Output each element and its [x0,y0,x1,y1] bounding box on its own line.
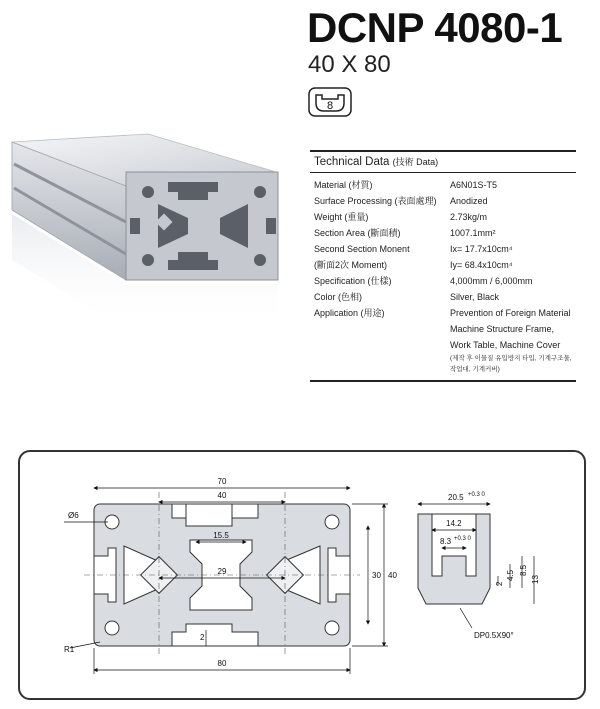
row-key: Specification (仕樣) [314,276,392,286]
technical-data-heading [310,150,576,173]
row-key: Surface Processing (表面處理) [314,196,437,206]
row-value: Work Table, Machine Cover [450,340,561,350]
slot-height-13: 13 [531,575,540,584]
slot-width-20-5-tol: +0.3 0 [468,492,485,498]
product-size: 40 X 80 [308,51,391,78]
row-key [310,337,450,353]
row-value: A6N01S-T5 [450,180,498,190]
dim-80: 80 [217,659,227,668]
technical-data-rows [310,173,576,378]
row-value: 1007.1mm² [450,228,496,238]
table-bottom-rule [310,380,576,382]
cross-section-drawing [20,452,588,702]
dim-70: 70 [217,477,227,486]
table-row [310,177,576,193]
row-key: Application (用途) [314,308,385,318]
dim-40-vertical: 40 [388,571,397,580]
technical-data-title-sub: (技術 Data) [392,157,439,167]
table-row [310,241,576,257]
slot-width-8-3-tol: +0.3 0 [454,536,471,542]
row-value: Anodized [450,196,488,206]
dim-radius: R1 [64,645,75,654]
slot-height-2: 2 [495,581,504,586]
row-key: Weight (重量) [314,212,369,222]
row-value: Silver, Black [450,292,500,302]
table-row [310,337,576,353]
drawing-frame [18,450,586,700]
row-key: Material (材質) [314,180,373,190]
dim-30: 30 [372,571,381,580]
dim-29: 29 [217,567,227,576]
table-row [310,321,576,337]
dim-15-5: 15.5 [213,531,229,540]
row-value: 4,000mm / 6,000mm [450,276,533,286]
row-key: (斷面2次 Moment) [314,260,388,270]
technical-data-title: Technical Data [314,156,390,168]
table-row [310,257,576,273]
table-row [310,209,576,225]
dim-40: 40 [217,491,227,500]
row-key: Section Area (斷面積) [314,228,401,238]
row-key: Color (色相) [314,292,363,302]
dim-2: 2 [200,633,205,642]
slot-width-8-3: 8.3 [440,537,452,546]
row-value: Prevention of Foreign Material [450,308,571,318]
table-row [310,273,576,289]
row-value: Ix= 17.7x10cm⁴ [450,244,513,254]
slot-size-badge [308,87,352,117]
product-title: DCNP 4080-1 [307,4,563,51]
table-row [310,289,576,305]
note-line: 작업대, 기계커버) [450,366,500,373]
slot-size-label: 8 [326,100,334,112]
note-line: (제작 후 이물질 유입방지 타입, 기계구조물, [450,355,572,362]
profile-3d-render [8,130,290,362]
table-row [310,225,576,241]
row-value: Machine Structure Frame, [450,324,555,334]
row-key: Second Section Monent [314,244,410,254]
row-value: 2.73kg/m [450,212,488,222]
technical-data-table [310,150,576,382]
row-value: Iy= 68.4x10cm⁴ [450,260,513,270]
slot-chamfer-note: DP0.5X90° [474,631,514,640]
table-row [310,305,576,321]
slot-width-14-2: 14.2 [446,519,462,528]
slot-width-20-5: 20.5 [448,493,464,502]
row-key [310,321,450,337]
table-row [310,193,576,209]
dim-hole-diameter: Ø6 [68,511,79,520]
slot-height-8-5: 8.5 [519,564,528,576]
application-notes [450,353,576,378]
slot-height-4-5: 4.5 [506,569,515,581]
